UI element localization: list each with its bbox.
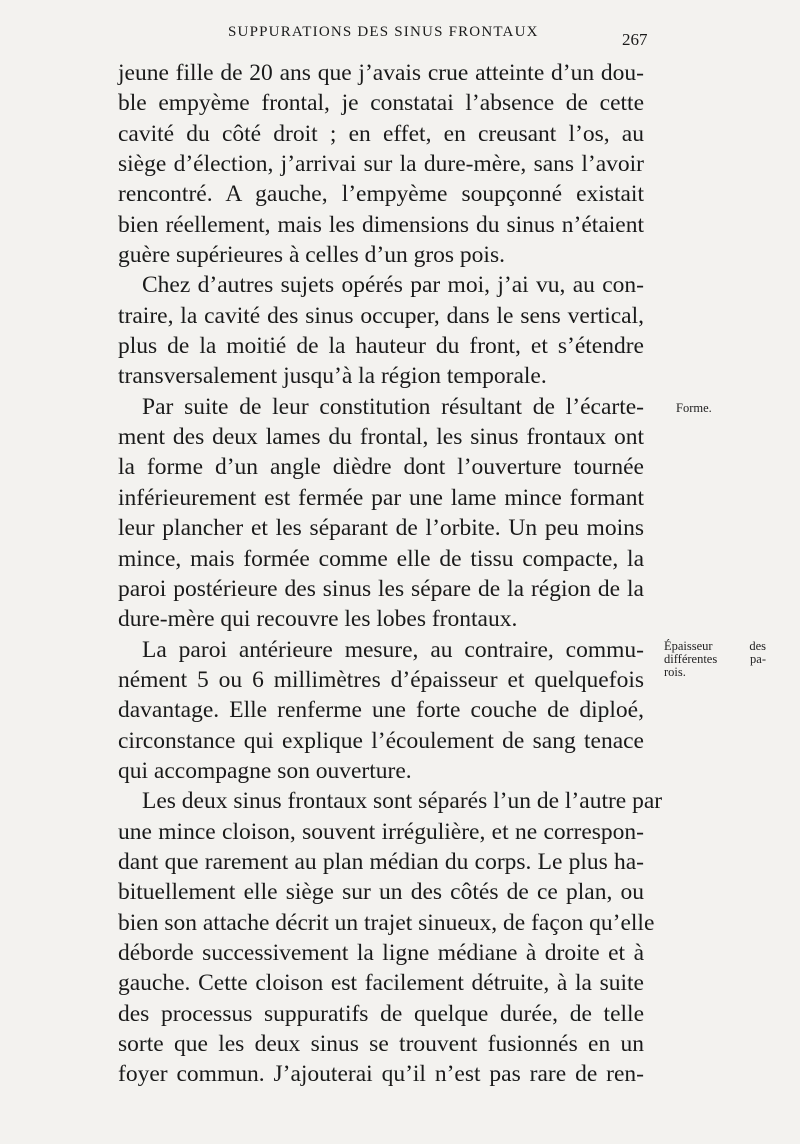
text-line: mince, mais formée comme elle de tissu compacte, la xyxy=(118,545,644,572)
text-line: bituellement elle siège sur un des côtés de ce plan, ou xyxy=(118,879,644,906)
text-line: dant que rarement au plan médian du corps. Le plus ha- xyxy=(118,848,644,875)
text-line: déborde successivement la ligne médiane à droite et à xyxy=(118,939,644,966)
text-line: inférieurement est fermée par une lame mince formant xyxy=(118,484,644,511)
text-line: jeune fille de 20 ans que j’avais crue atteinte d’un dou- xyxy=(118,60,644,86)
text-line: siège d’élection, j’arrivai sur la dure-mère, sans l’avoir xyxy=(118,151,644,178)
text-line: ment des deux lames du frontal, les sinus frontaux ont xyxy=(118,424,644,451)
text-line: sorte que les deux sinus se trouvent fusionnés en un xyxy=(118,1031,644,1057)
text-line: dure-mère qui recouvre les lobes frontaux. xyxy=(118,606,518,633)
margin-note-line: rois. xyxy=(664,665,686,679)
text-line: nément 5 ou 6 millimètres d’épaisseur et quelquefois xyxy=(118,666,644,693)
margin-note-line: Épaisseur des xyxy=(664,639,766,653)
running-title: SUPPURATIONS DES SINUS FRONTAUX xyxy=(228,24,539,40)
text-line: leur plancher et les séparant de l’orbite. Un peu moins xyxy=(118,515,644,542)
text-line: cavité du côté droit ; en effet, en creusant l’os, au xyxy=(118,120,644,147)
text-line: guère supérieures à celles d’un gros pois. xyxy=(118,242,505,269)
text-line: la forme d’un angle dièdre dont l’ouverture tournée xyxy=(118,454,644,481)
text-line: La paroi antérieure mesure, au contraire, commu- xyxy=(142,636,644,663)
text-line: davantage. Elle renferme une forte couche de diploé, xyxy=(118,697,644,724)
margin-note-line: différentes pa- xyxy=(664,652,766,666)
text-line: rencontré. A gauche, l’empyème soupçonné existait xyxy=(118,181,644,208)
text-line: Les deux sinus frontaux sont séparés l’un de l’autre par xyxy=(142,788,663,815)
text-line: des processus suppuratifs de quelque durée, de telle xyxy=(118,1000,644,1027)
text-line: ble empyème frontal, je constatai l’absence de cette xyxy=(118,90,644,117)
text-line: traire, la cavité des sinus occuper, dans le sens vertical, xyxy=(118,302,644,329)
text-line: gauche. Cette cloison est facilement détruite, à la suite xyxy=(118,970,644,997)
text-line: qui accompagne son ouverture. xyxy=(118,757,412,784)
text-line: bien son attache décrit un trajet sinueux, de façon qu’elle xyxy=(118,909,655,936)
page-number: 267 xyxy=(622,30,648,49)
margin-note-forme: Forme. xyxy=(676,401,712,415)
body-text xyxy=(118,58,663,1090)
text-line: circonstance qui explique l’écoulement de sang tenace xyxy=(118,727,644,754)
text-line: transversalement jusqu’à la région temporale. xyxy=(118,363,547,390)
text-line: bien réellement, mais les dimensions du sinus n’étaient xyxy=(118,211,644,238)
text-line: foyer commun. J’ajouterai qu’il n’est pas rare de ren- xyxy=(118,1061,644,1088)
text-line: Chez d’autres sujets opérés par moi, j’ai vu, au con- xyxy=(142,272,644,299)
text-line: plus de la moitié de la hauteur du front, et s’étendre xyxy=(118,333,644,360)
text-line: Par suite de leur constitution résultant de l’écarte- xyxy=(142,393,644,420)
text-line: paroi postérieure des sinus les sépare de la région de la xyxy=(118,575,644,602)
text-line: une mince cloison, souvent irrégulière, et ne correspon- xyxy=(118,818,644,845)
margin-note-epaisseur xyxy=(664,640,766,679)
